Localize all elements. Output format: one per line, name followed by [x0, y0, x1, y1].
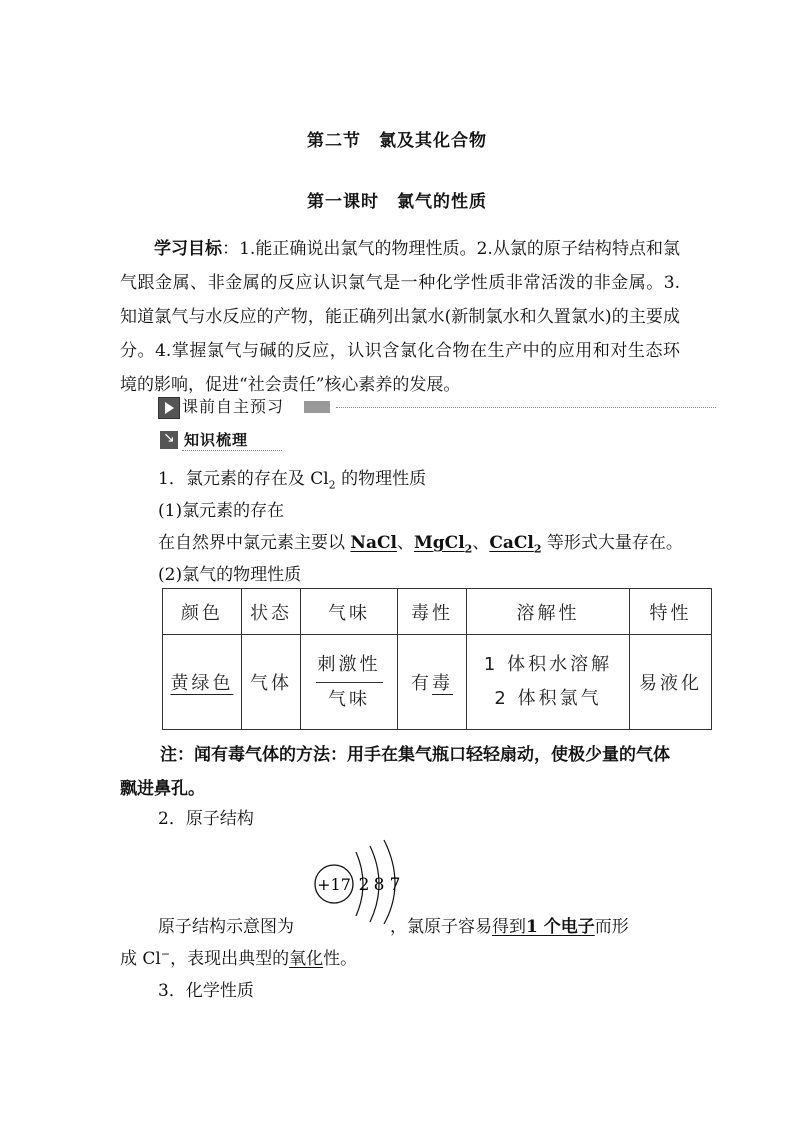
- separator: 、: [472, 533, 490, 553]
- sentence-start: 在自然界中氯元素主要以: [158, 533, 351, 553]
- learning-objectives: [120, 232, 680, 402]
- section1-heading: [158, 464, 426, 491]
- line1-mid: ，氯原子容易: [390, 917, 492, 937]
- banner-block: [304, 401, 330, 413]
- chlorine-forms-sentence: [158, 528, 683, 555]
- sentence-end: 等形式大量存在。: [541, 533, 683, 553]
- header-feature: 特性: [630, 589, 712, 635]
- shell-count-1: 2: [358, 875, 370, 895]
- atom-structure-line2: [120, 944, 357, 969]
- subheader-label: 知识梳理: [184, 431, 249, 449]
- line1-start: 原子结构示意图为: [158, 917, 294, 937]
- section-title: 第二节 氯及其化合物: [307, 131, 487, 151]
- lesson-title: 第一课时 氯气的性质: [307, 192, 487, 212]
- cell-feature: 易液化: [630, 635, 712, 730]
- table-header-row: [163, 589, 712, 635]
- atom-structure-line1: [158, 912, 629, 937]
- objectives-label: 学习目标: [154, 239, 223, 259]
- preview-banner: [158, 396, 716, 418]
- cell-color: 黄绿色: [163, 635, 242, 730]
- objectives-text: 1.能正确说出氯气的物理性质。2.从氯的原子结构特点和氯气跟金属、非金属的反应认识氯气是一种化学性质非常活泼的非金属。3.知道氯气与水反应的产物，能正确列出氯水(新制氯水和久置氯水)的主要成分。4.掌握氯气与碱的反应，认识含氯化合物在生产中的应用和对生态环境的影响，促进“社会责任”核心素养的发展。: [120, 239, 681, 395]
- play-arrow-icon: [158, 397, 180, 419]
- shell-count-2: 8: [373, 875, 385, 895]
- banner-rule: [336, 407, 716, 408]
- heading-text: 1．氯元素的存在及 Cl: [158, 469, 329, 489]
- header-toxicity: 毒性: [398, 589, 467, 635]
- shell-count-3: 7: [389, 875, 401, 895]
- subheader-rule: [182, 450, 282, 451]
- cell-state: 气体: [242, 635, 301, 730]
- line2-mid: ，表现出典型的: [170, 949, 290, 969]
- line1-end: 而形: [594, 917, 629, 937]
- nucleus-charge: +17: [317, 875, 351, 894]
- form-nacl: NaCl: [350, 533, 397, 553]
- line2-end: 性。: [323, 949, 358, 969]
- properties-table: [162, 588, 712, 730]
- heading-subscript: 2: [328, 478, 336, 492]
- objectives-colon: ：: [222, 239, 240, 259]
- arrow-down-right-icon: [160, 431, 178, 449]
- cell-odor: 刺激性 气味: [301, 635, 398, 730]
- section1-sub2: (2)氯气的物理性质: [158, 565, 302, 585]
- answer-gain: 得到: [492, 917, 526, 937]
- header-odor: 气味: [301, 589, 398, 635]
- note-paragraph: 注：闻有毒气体的方法：用手在集气瓶口轻轻扇动，使极少量的气体飘进鼻孔。: [120, 745, 670, 799]
- separator: 、: [396, 533, 414, 553]
- banner-label: 课前自主预习: [182, 397, 285, 416]
- header-solubility: 溶解性: [467, 589, 630, 635]
- heading-text-end: 的物理性质: [335, 469, 427, 489]
- atom-structure-diagram: [312, 832, 422, 924]
- section3-heading: 3．化学性质: [158, 981, 254, 1001]
- answer-oxidizing: 氧化: [289, 949, 324, 969]
- cell-solubility: 1 体积水溶解 2 体积氯气: [467, 635, 630, 730]
- form-mgcl2: MgCl$_2$: [413, 533, 473, 556]
- answer-one-electron: 1 个电子: [526, 917, 595, 937]
- table-row: [163, 635, 712, 730]
- superscript-minus: −: [160, 947, 171, 961]
- line2-start: 成 Cl: [120, 949, 161, 969]
- section2-heading: 2．原子结构: [158, 809, 254, 829]
- cell-toxicity: 有毒: [398, 635, 467, 730]
- header-state: 状态: [242, 589, 301, 635]
- section1-sub1: (1)氯元素的存在: [158, 501, 285, 521]
- header-color: 颜色: [163, 589, 242, 635]
- form-cacl2: CaCl$_2$: [489, 533, 542, 556]
